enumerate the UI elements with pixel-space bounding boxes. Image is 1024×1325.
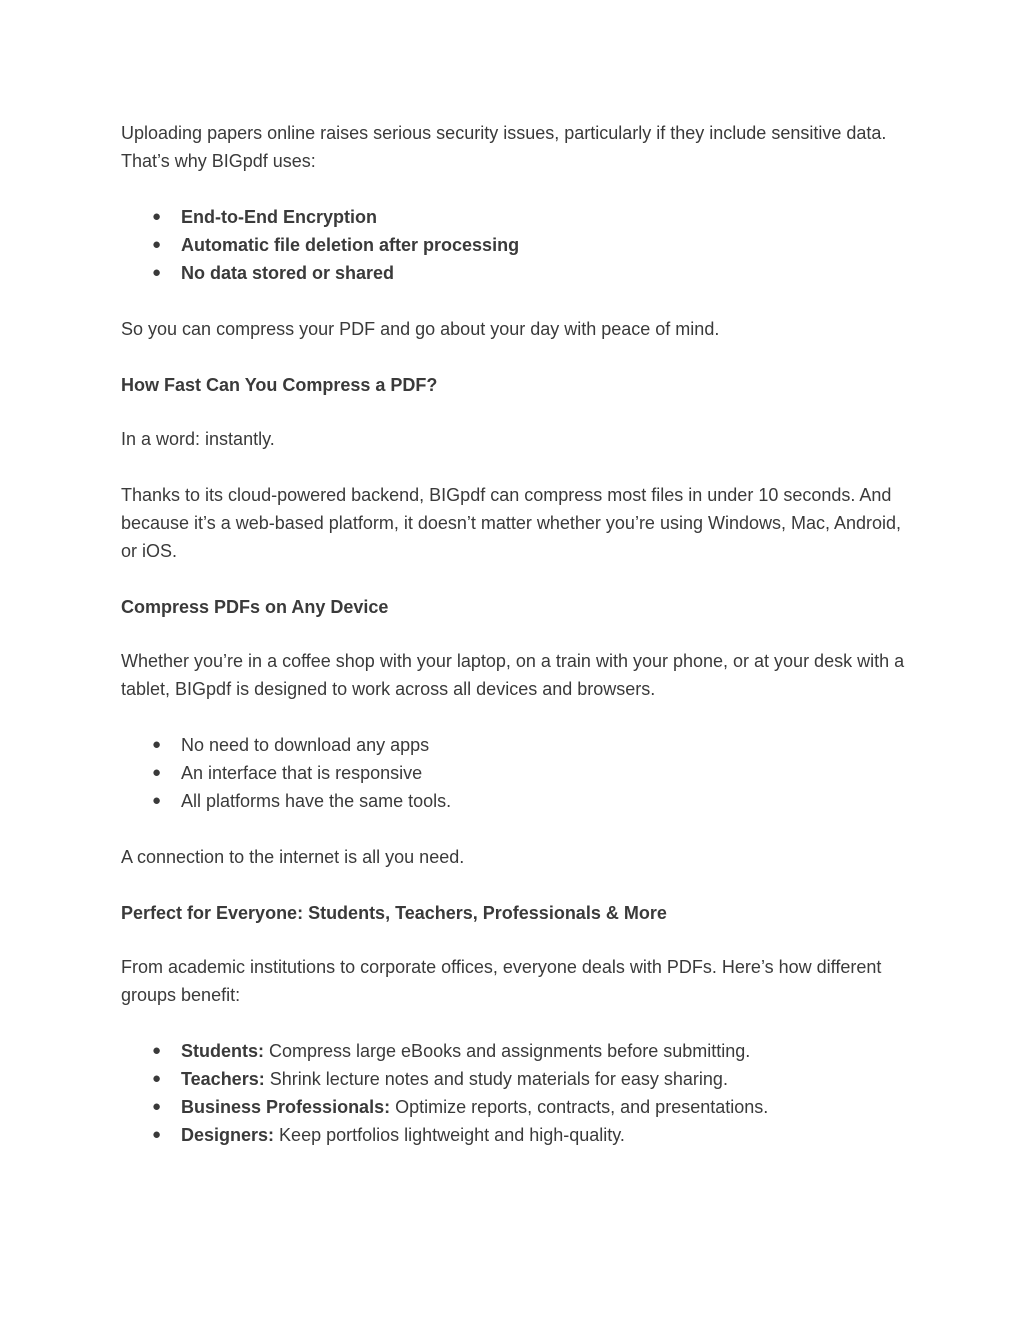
speed-paragraph: Thanks to its cloud-powered backend, BIGpdf can compress most files in under 10 seconds. And because it’s a web-based platform, it doesn’t matter whether you’re using Windows, Mac, Android, or iOS. xyxy=(121,485,902,561)
list-item: ● All platforms have the same tools. xyxy=(121,787,911,815)
list-item: ● No data stored or shared xyxy=(121,259,911,287)
bullet-icon: ● xyxy=(152,736,162,753)
bullet-icon: ● xyxy=(152,208,162,225)
section-heading-speed: How Fast Can You Compress a PDF? xyxy=(121,375,438,395)
device-paragraph: Whether you’re in a coffee shop with your laptop, on a train with your phone, or at your desk with a tablet, BIGpdf is designed to work across all devices and browsers. xyxy=(121,651,905,699)
security-outro: So you can compress your PDF and go about your day with peace of mind. xyxy=(121,319,720,339)
document-page xyxy=(121,119,911,1177)
device-features-list xyxy=(121,731,911,815)
section-heading-device: Compress PDFs on Any Device xyxy=(121,597,389,617)
bullet-icon: ● xyxy=(152,1126,162,1143)
section-heading-audience: Perfect for Everyone: Students, Teachers, Professionals & More xyxy=(121,903,667,923)
device-outro: A connection to the internet is all you need. xyxy=(121,847,465,867)
audience-paragraph: From academic institutions to corporate offices, everyone deals with PDFs. Here’s how different groups benefit: xyxy=(121,957,882,1005)
list-item: ● End-to-End Encryption xyxy=(121,203,911,231)
intro-paragraph: Uploading papers online raises serious security issues, particularly if they include sensitive data. That’s why BIGpdf uses: xyxy=(121,123,887,171)
bullet-icon: ● xyxy=(152,236,162,253)
list-item: ● Business Professionals: Optimize reports, contracts, and presentations. xyxy=(121,1093,911,1121)
bullet-icon: ● xyxy=(152,1098,162,1115)
bullet-icon: ● xyxy=(152,264,162,281)
audience-benefits-list xyxy=(121,1037,911,1149)
bullet-icon: ● xyxy=(152,1042,162,1059)
bullet-icon: ● xyxy=(152,1070,162,1087)
speed-short-answer: In a word: instantly. xyxy=(121,429,275,449)
list-item: ● No need to download any apps xyxy=(121,731,911,759)
list-item: ● Teachers: Shrink lecture notes and study materials for easy sharing. xyxy=(121,1065,911,1093)
bullet-icon: ● xyxy=(152,792,162,809)
list-item: ● Automatic file deletion after processing xyxy=(121,231,911,259)
security-features-list xyxy=(121,203,911,287)
bullet-icon: ● xyxy=(152,764,162,781)
list-item: ● An interface that is responsive xyxy=(121,759,911,787)
list-item: ● Students: Compress large eBooks and assignments before submitting. xyxy=(121,1037,911,1065)
list-item: ● Designers: Keep portfolios lightweight and high-quality. xyxy=(121,1121,911,1149)
